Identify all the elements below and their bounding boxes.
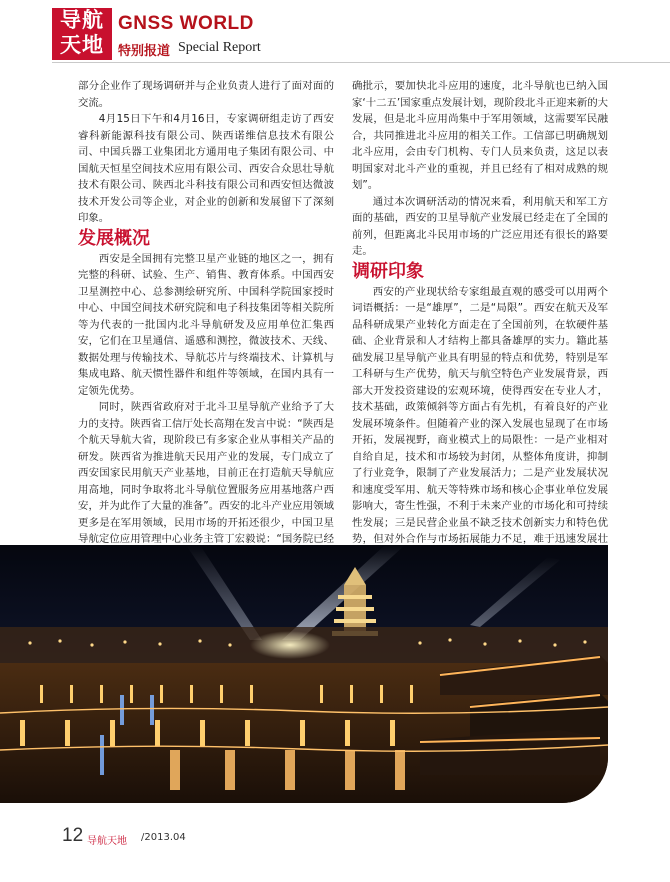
footer-issue: /2013.04 [141,832,186,843]
paragraph: 西安是全国拥有完整卫星产业链的地区之一，拥有完整的科研、试验、生产、销售、教育体系。中国西安卫星测控中心、总参测绘研究所、中国科学院国家授时中心、中国空间技术研究院和电子科技集团等相关院所等为代表的一批国内北斗导航研发及应用单位汇集西安，它们在卫星通信、遥感和测控，微波技术、天线、数据处理与传输技术、导航芯片与终端技术、计算机与集成电路、航天惯性器件和组件等领域，在国内具有一定领先优势。 [78,252,334,397]
page-number: 12 [62,825,84,846]
searchlight-beam [186,545,262,640]
paragraph: 通过本次调研活动的情况来看，利用航天和军工方面的基础，西安的卫星导航产业发展已经走在了全国的前列，但距离北斗民用市场的广泛应用还有很长的路要走。 [352,195,608,257]
section-heading: 发展概况 [78,227,150,249]
section-label-cn: 特别报道 [118,44,171,59]
photo-illustration [0,545,608,803]
section-heading: 调研印象 [352,260,424,282]
searchlight-beam [282,545,405,640]
paragraph-text: 西安的产业现状给专家组最直观的感受可以用两个词语概括：一是“雄厚”，二是“局限”。西安在航天及军品科研成果产业转化方面走在了全国前列，在软硬件基础、企业背景和人才结构上都具备雄厚的实力。籍此基础发展卫星导航产业具有明显的特点和优势，特别是军工科研与生产优势，航天与航空特色产业发展背景，西部大开发投资建设的宏观环境，使得西安在专业人才，技术基础，政策倾斜等方面占有先机，有着良好的产业发展环境条件。但随着产业的深入发展也显现了在市场开拓，发展视野，商业模式上的局限性：一是产业相对自给自足，技术和市场较为封闭，从整体角度讲，抑制了行业竞争，限制了产业发展活力；二是产业发展状况和速度受军用、航天等特殊市场和核心企事业单位发展影响大，寄生性强，不利于未来产业的市场化和可持续性发展；三是民营企业虽不缺乏技术创新实力和特色优势，但对外合作与市场拓展能力不足，难于迅速发展壮 [352,285,608,545]
paragraph: 4月15日下午和4月16日，专家调研组走访了西安睿科新能源科技有限公司、陕西诺维信息技术有限公司、中国兵器工业集团北方通用电子集团有限公司、中国航天恒星空间技术应用有限公司、西安合众思壮导航技术有限公司、陕西北斗科技有限公司和西安恒达微波技术开发公司等企业，对企业的创新和发展留下了深刻印象。 [78,113,334,224]
brand-name: GNSS WORLD [118,13,254,34]
logo-line-2: 天地 [60,33,104,57]
searchlight-beam [470,557,560,627]
paragraph: 同时，陕西省政府对于北斗卫星导航产业给予了大力的支持。陕西省工信厅处长高翔在发言中说：“陕西是个航天导航大省，现阶段已有多家企业从事相关产品的研发。陕西省为推进航天民用产业的发展，专门成立了西安国家民用航天产业基地，目前正在打造航天导航应用高地，同时争取将北斗导航位置服务应用基地落户西安，并为此作了大量的准备”。西安的北斗产业应用领域更多是在军用领域，民用市场的开拓还很少，中国卫星导航定位应用管理中心业务主管丁宏毅说：“国务院已经 [78,401,334,545]
page-header [0,0,670,64]
section-label-en: Special Report [178,40,261,55]
paragraph: 部分企业作了现场调研并与企业负责人进行了面对面的交流。 [78,80,334,109]
paragraph-with-end-mark [352,284,608,565]
footer-magazine-name: 导航天地 [87,836,127,847]
header-divider [52,62,670,63]
left-column [78,78,334,564]
logo-line-1: 导航 [60,8,104,32]
magazine-logo [52,8,112,60]
plaza-light [250,631,330,659]
night-city-photo [0,545,608,803]
paragraph: 确批示，要加快北斗应用的速度，北斗导航也已纳入国家‘十二五’国家重点发展计划，现阶段北斗正迎来新的大发展，但是北斗应用尚集中于军用领域，这需要军民融合，共同推进北斗应用的相关工作。工信部已明确规划北斗应用，会由专门机构、专门人员来负责，这足以表明国家对北斗产业的重视，并且已经有了相对成熟的规划”。 [352,80,608,191]
right-column [352,78,608,564]
